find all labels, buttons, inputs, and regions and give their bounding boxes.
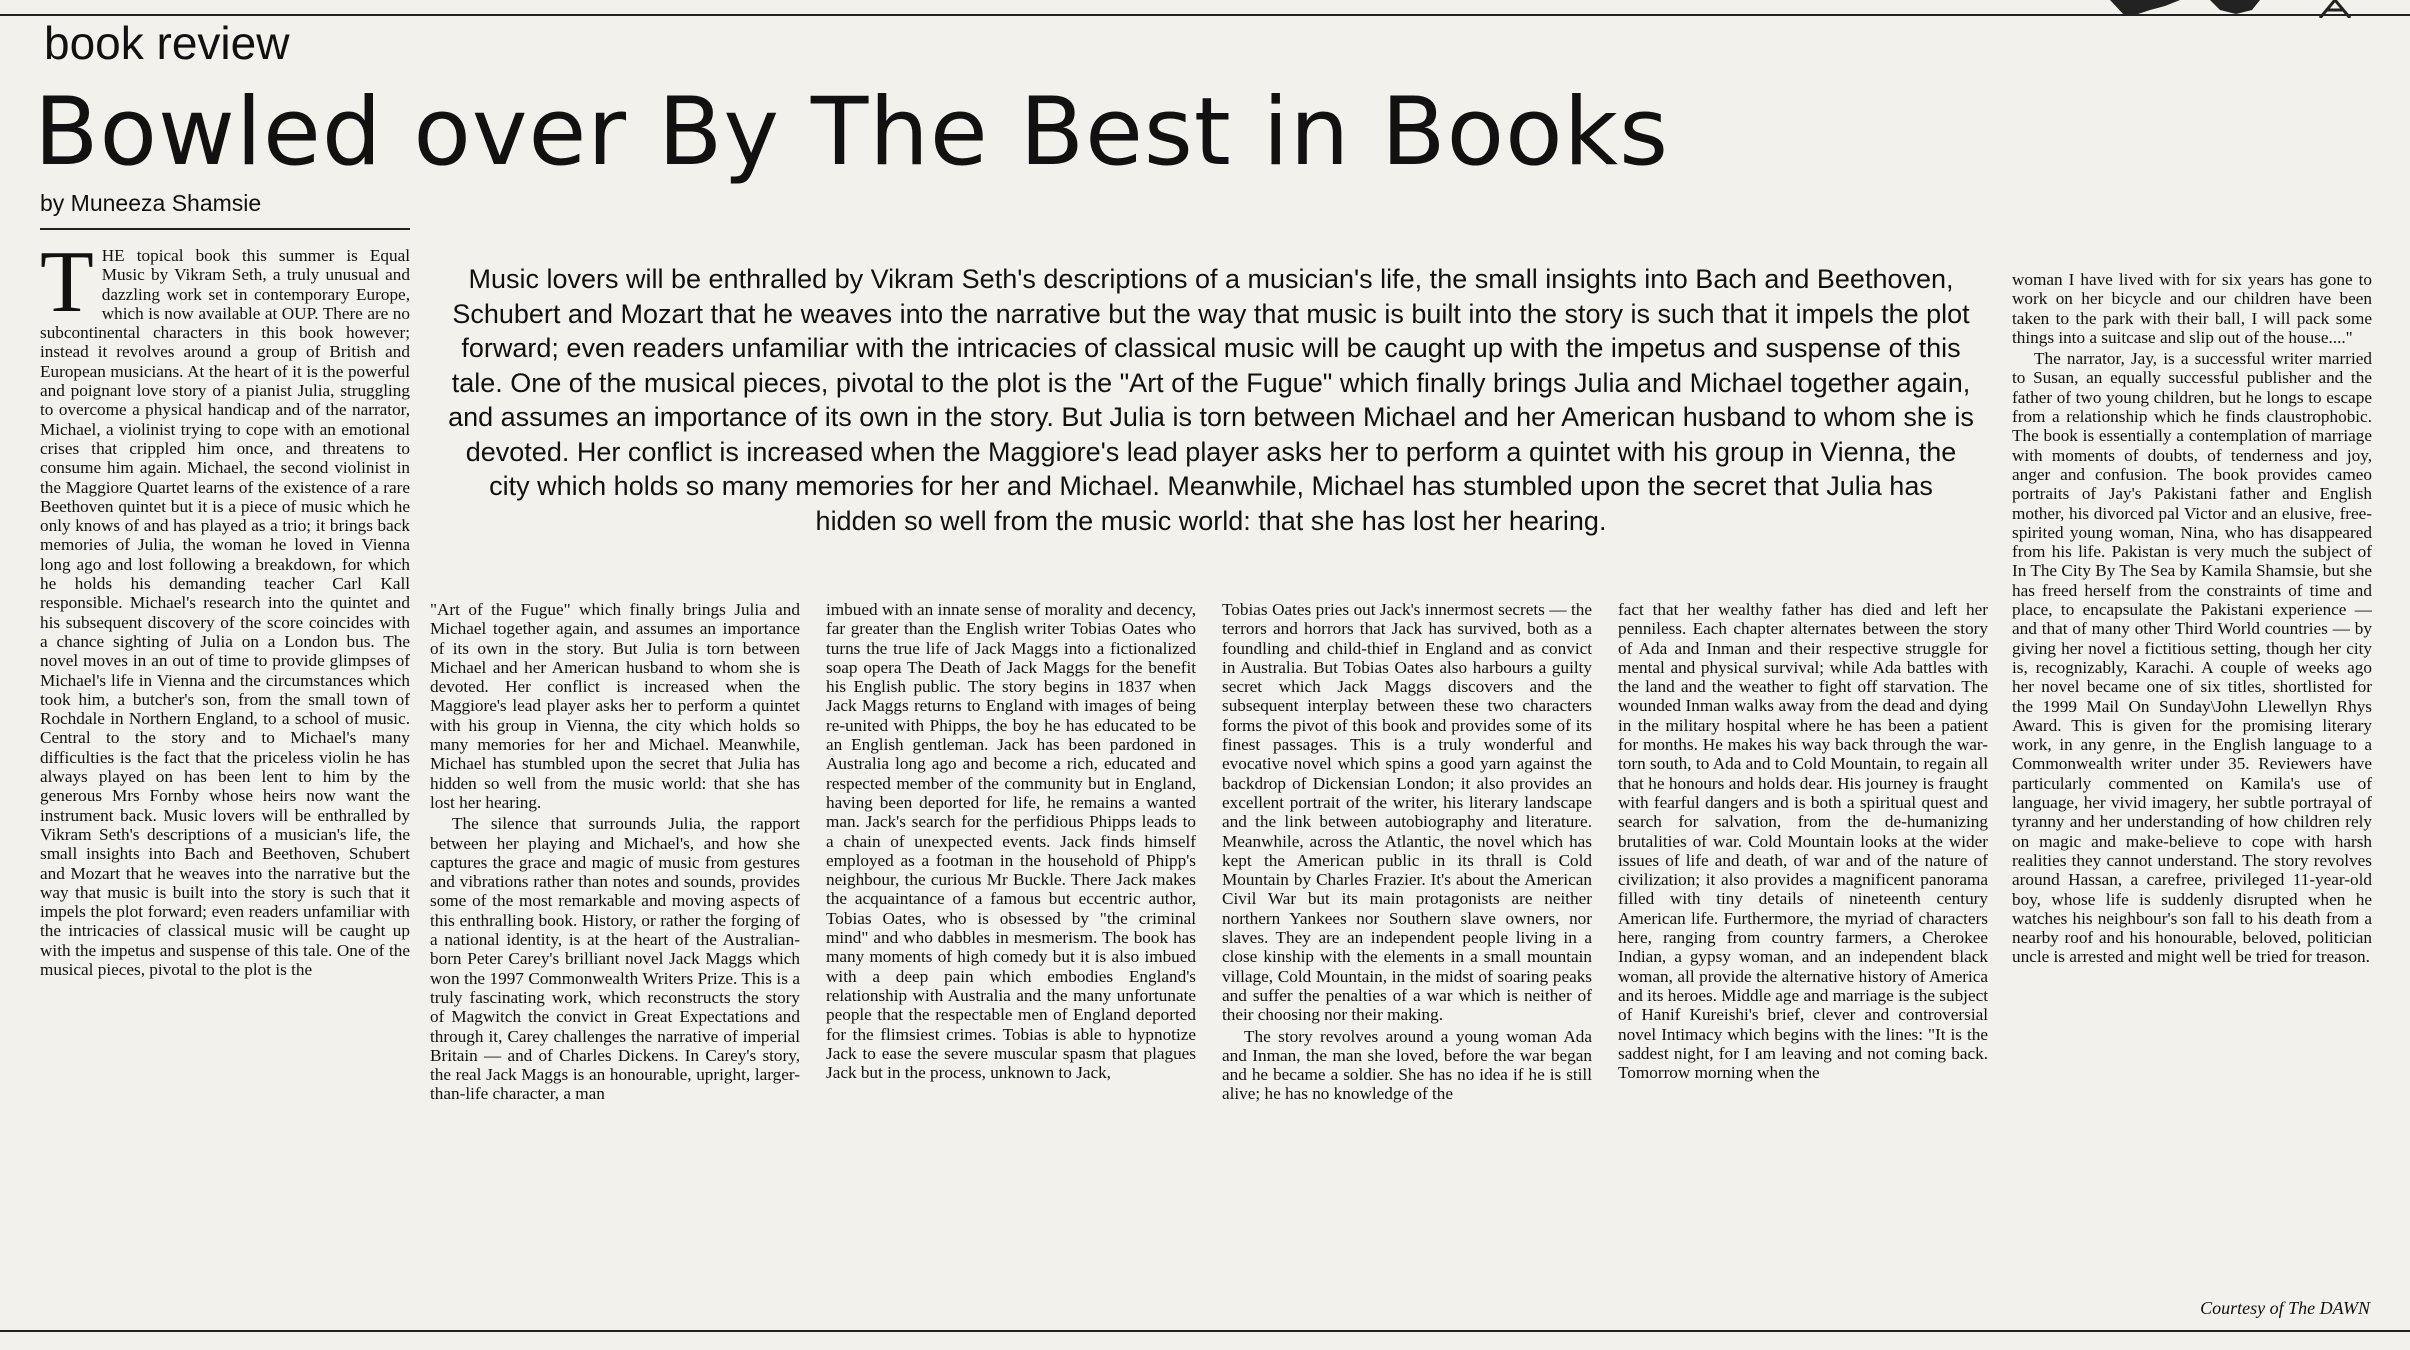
byline-rule xyxy=(40,228,410,230)
ornament-icon xyxy=(2300,0,2370,18)
article-column-2 xyxy=(430,600,800,1306)
ornament-icon xyxy=(2200,0,2270,18)
paragraph: The narrator, Jay, is a successful writer married to Susan, an equally successful publisher and the father of two young children, but he longs to escape from a relationship which he finds claustrophobic. The book is essentially a contemplation of marriage with moments of doubts, of tenderness and joy, anger and confusion. The book provides cameo portraits of Jay's Pakistani father and English mother, his divorced pal Victor and an elusive, free-spirited young woman, Nina, who has disappeared from his life. Pakistan is very much the subject of In The City By The Sea by Kamila Shamsie, but she has freed herself from the constraints of time and place, to encapsulate the Pakistani experience — and that of many other Third World countries — by giving her novel a fictitious setting, though her city is, recognizably, Karachi. A couple of weeks ago her novel became one of six titles, shortlisted for the 1999 Mail On Sunday\John Llewellyn Rhys Award. This is given for the promising literary work, in any genre, in the English language to a Commonwealth writer under 35. Reviewers have particularly commented on Kamila's use of language, her vivid imagery, her subtle portrayal of tyranny and her understanding of how children rely on magic and make-believe to cope with harsh realities they cannot understand. The story revolves around Hassan, a carefree, privileged 11-year-old boy, whose life is suddenly disrupted when he watches his neighbour's son fall to his death from a nearby roof and his honourable, beloved, politician uncle is arrested and might well be tried for treason. xyxy=(2012,349,2372,967)
paragraph: "Art of the Fugue" which finally brings Julia and Michael together again, and assumes an importance of its own in the story. But Julia is torn between Michael and her American husband to whom she is devoted. Her conflict is increased when the Maggiore's lead player asks her to perform a quintet with his group in Vienna, the city which holds so many memories for her and Michael. Meanwhile, Michael has stumbled upon the secret that Julia has hidden so well from the music world: that she has lost her hearing. xyxy=(430,600,800,812)
paragraph-text: HE topical book this summer is Equal Music by Vikram Seth, a truly unusual and dazzling work set in contemporary Europe, which is now available at OUP. There are no subcontinental characters in this book however; instead it revolves around a group of British and European musicians. At the heart of it is the powerful and poignant love story of a pianist Julia, struggling to overcome a physical handicap and of the narrator, Michael, a violinist trying to cope with an emotional crises that crippled him once, and threatens to consume him again. Michael, the second violinist in the Maggiore Quartet learns of the existence of a rare Beethoven quintet but it is a piece of music which he only knows of and has played as a trio; it brings back memories of Julia, the woman he loved in Vienna long ago and lost following a breakdown, for which he holds his demanding teacher Carl Kall responsible. Michael's research into the quintet and his subsequent discovery of the score coincides with a chance sighting of Julia on a London bus. The novel moves in an out of time to provide glimpses of Michael's life in Vienna and the circumstances which took him, a butcher's son, from the small town of Rochdale in Northern England, to a school of music. Central to the story and to Michael's many difficulties is the fact that the priceless violin he has always played on has been lent to him by the generous Mrs Fornby whose heirs now want the instrument back. Music lovers will be enthralled by Vikram Seth's descriptions of a musician's life, the small insights into Bach and Beethoven, Schubert and Mozart that he weaves into the narrative but the way that music is built into the story is such that it impels the plot forward; even readers unfamiliar with the intricacies of classical music will be caught up with the impetus and suspense of this tale. One of the musical pieces, pivotal to the plot is the xyxy=(40,246,410,979)
headline: Bowled over By The Best in Books xyxy=(34,78,1670,187)
article-column-1 xyxy=(40,246,410,1306)
paragraph: Tobias Oates pries out Jack's innermost secrets — the terrors and horrors that Jack has survived, both as a foundling and child-thief in England and as convict in Australia. But Tobias Oates also harbours a guilty secret which Jack Maggs discovers and the subsequent interplay between these two characters forms the pivot of this book and provides some of its finest passages. This is a truly wonderful and evocative novel which spins a good yarn against the backdrop of Dickensian London; it also provides an excellent portrait of the writer, his literary landscape and the link between autobiography and literature. Meanwhile, across the Atlantic, the novel which has kept the American public in its thrall is Cold Mountain by Charles Frazier. It's about the American Civil War but its main protagonists are neither northern Yankees nor Southern slave owners, nor slaves. They are an independent people living in a close kinship with the elements in a small mountain village, Cold Mountain, in the midst of soaring peaks and suffer the penalties of a war which is neither of their choosing nor their making. xyxy=(1222,600,1592,1025)
pull-quote: Music lovers will be enthralled by Vikram Seth's descriptions of a musician's life, the small insights into Bach and Beethoven, Schubert and Mozart that he weaves into the narrative but the way that music is built into the story is such that it impels the plot forward; even readers unfamiliar with the intricacies of classical music will be caught up with the impetus and suspense of this tale. One of the musical pieces, pivotal to the plot is the "Art of the Fugue" which finally brings Julia and Michael together again, and assumes an importance of its own in the story. But Julia is torn between Michael and her American husband to whom she is devoted. Her conflict is increased when the Maggiore's lead player asks her to perform a quintet with his group in Vienna, the city which holds so many memories for her and Michael. Meanwhile, Michael has stumbled upon the secret that Julia has hidden so well from the music world: that she has lost her hearing. xyxy=(448,264,1974,536)
bottom-rule xyxy=(0,1330,2410,1332)
paragraph: fact that her wealthy father has died and left her penniless. Each chapter alternates between the story of Ada and Inman and their respective struggle for mental and physical survival; while Ada battles with the land and the weather to fight off starvation. The wounded Inman walks away from the dead and dying in the military hospital where he has been a patient for months. He makes his way back through the war-torn south, to Ada and to Cold Mountain, to regain all that he honours and holds dear. His journey is fraught with fearful dangers and is both a spiritual quest and search for salvation, from the de-humanizing brutalities of war. Cold Mountain looks at the wider issues of life and death, of war and of the nature of civilization; it also provides a magnificent panorama filled with tiny details of nineteenth century American life. Furthermore, the myriad of characters here, ranging from country farmers, a Cherokee Indian, a gypsy woman, and an independent black woman, all provide the alternative history of America and its heroes. Middle age and marriage is the subject of Hanif Kureishi's brief, clever and controversial novel Intimacy which begins with the lines: "It is the saddest night, for I am leaving and not coming back. Tomorrow morning when the xyxy=(1618,600,1988,1083)
courtesy-credit: Courtesy of The DAWN xyxy=(2200,1298,2370,1318)
paragraph: imbued with an innate sense of morality and decency, far greater than the English writer Tobias Oates who turns the true life of Jack Maggs into a fictionalized soap opera The Death of Jack Maggs for the benefit his English public. The story begins in 1837 when Jack Maggs returns to England with images of being re-united with Phipps, the boy he has educated to be an English gentleman. Jack has been pardoned in Australia long ago and become a rich, educated and respected member of the community but in England, having been deported for life, he remains a wanted man. Jack's search for the perfidious Phipps leads to a chain of unexpected events. Jack finds himself employed as a footman in the household of Phipp's neighbour, the curious Mr Buckle. There Jack makes the acquaintance of a famous but eccentric author, Tobias Oates, who is obsessed by "the criminal mind" and who dabbles in mesmerism. The book has many moments of high comedy but it is also imbued with a deep pain which embodies England's relationship with Australia and the many unfortunate people that the respectable men of England deported for the flimsiest crimes. Tobias is able to hypnotize Jack to ease the severe muscular spasm that plagues Jack but in the process, unknown to Jack, xyxy=(826,600,1196,1083)
drop-cap: T xyxy=(40,246,94,331)
article-column-6 xyxy=(2012,270,2372,1296)
paragraph: woman I have lived with for six years has gone to work on her bicycle and our children have been taken to the park with their ball, I will pack some things into a suitcase and slip out of the house...." xyxy=(2012,270,2372,347)
paragraph: The silence that surrounds Julia, the rapport between her playing and Michael's, and how she captures the grace and magic of music from gestures and vibrations rather than notes and sounds, provides some of the most remarkable and moving aspects of this enthralling book. History, or rather the forging of a national identity, is at the heart of the Australian-born Peter Carey's brilliant novel Jack Maggs which won the 1997 Commonwealth Writers Prize. This is a truly fascinating work, which reconstructs the story of Magwitch the convict in Great Expectations and through it, Carey challenges the narrative of imperial Britain — and of Charles Dickens. In Carey's story, the real Jack Maggs is an honourable, upright, larger-than-life character, a man xyxy=(430,814,800,1104)
ornament-icon xyxy=(2110,0,2180,18)
section-label: book review xyxy=(44,17,290,69)
paragraph: The story revolves around a young woman Ada and Inman, the man she loved, before the war began and he became a soldier. She has no idea if he is still alive; he has no knowledge of the xyxy=(1222,1026,1592,1104)
article-column-4 xyxy=(1222,600,1592,1306)
top-rule xyxy=(0,14,2410,16)
article-column-3 xyxy=(826,600,1196,1306)
paragraph xyxy=(40,246,410,979)
article-column-5 xyxy=(1618,600,1988,1306)
byline: by Muneeza Shamsie xyxy=(40,190,262,216)
